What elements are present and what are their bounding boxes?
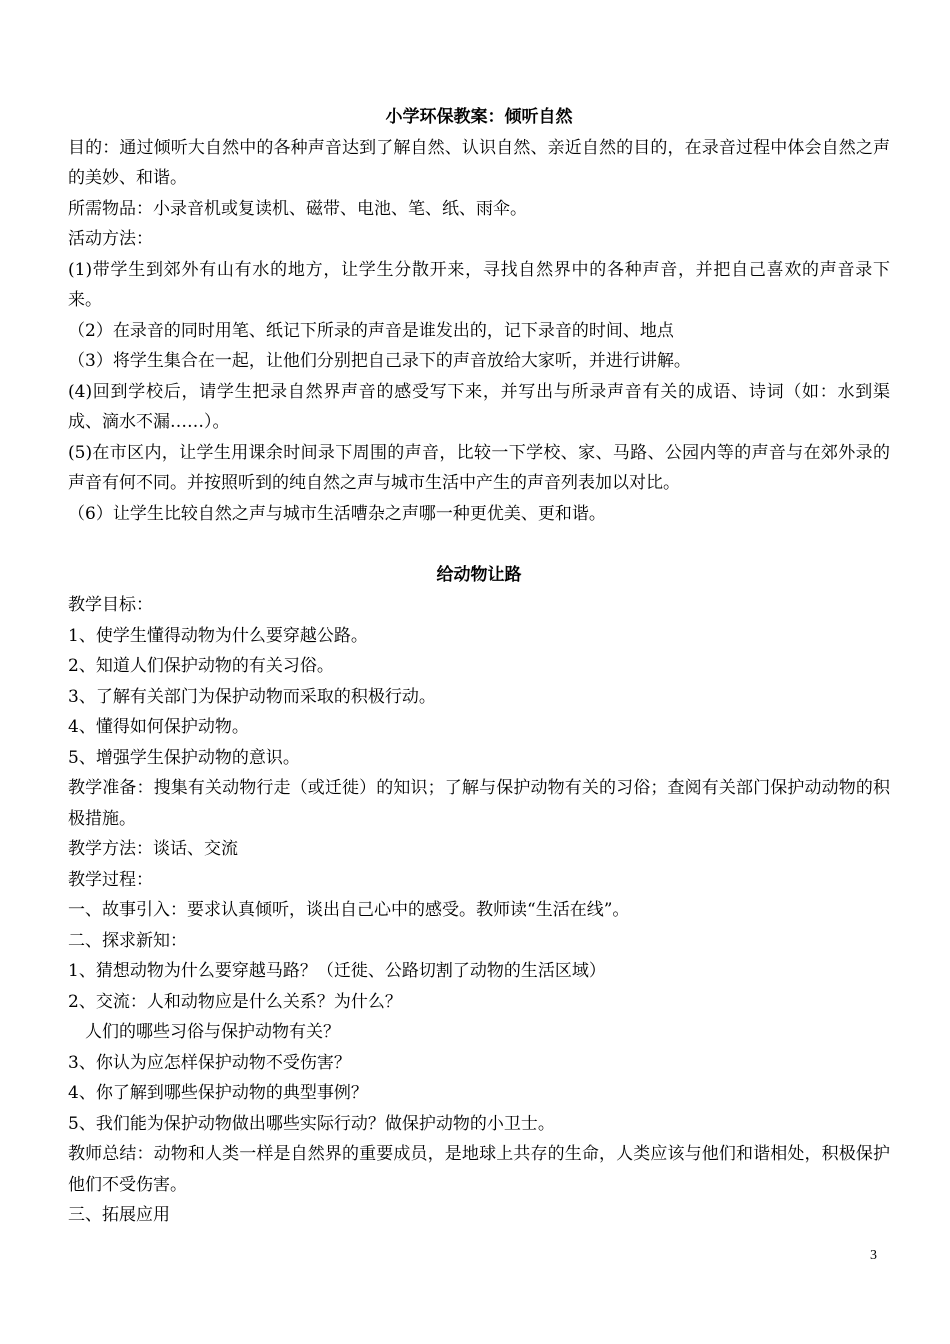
paragraph: 3、你认为应怎样保护动物不受伤害？ <box>68 1052 351 1073</box>
paragraph: （6）让学生比较自然之声与城市生活嘈杂之声哪一种更优美、更和谐。 <box>68 503 606 524</box>
paragraph: 所需物品：小录音机或复读机、磁带、电池、笔、纸、雨伞。 <box>68 198 527 219</box>
paragraph: 2、知道人们保护动物的有关习俗。 <box>68 656 334 676</box>
paragraph: 1、使学生懂得动物为什么要穿越公路。 <box>68 625 368 646</box>
paragraph: 4、你了解到哪些保护动物的典型事例？ <box>68 1083 368 1103</box>
paragraph: 教学准备：搜集有关动物行走（或迁徙）的知识；了解与保护动物有关的习俗；查阅有关部门保护动动物的积极措施。 <box>68 778 890 829</box>
paragraph: 5、增强学生保护动物的意识。 <box>68 747 300 768</box>
paragraph: （2）在录音的同时用笔、纸记下所录的声音是谁发出的，记下录音的时间、地点 <box>68 320 674 341</box>
paragraph: 4、懂得如何保护动物。 <box>68 717 249 737</box>
paragraph: 人们的哪些习俗与保护动物有关？ <box>85 1022 340 1042</box>
paragraph: 1、猜想动物为什么要穿越马路？（迁徙、公路切割了动物的生活区域） <box>68 961 606 981</box>
section-title: 给动物让路 <box>436 564 522 585</box>
paragraph: 一、故事引入：要求认真倾听，谈出自己心中的感受。教师读“生活在线”。 <box>68 900 630 920</box>
paragraph: 二、探求新知： <box>68 930 187 951</box>
section-spacer <box>68 529 890 560</box>
paragraph: 3、了解有关部门为保护动物而采取的积极行动。 <box>68 686 436 707</box>
paragraph: 5、我们能为保护动物做出哪些实际行动？做保护动物的小卫士。 <box>68 1113 555 1134</box>
paragraph: （3）将学生集合在一起，让他们分别把自己录下的声音放给大家听，并进行讲解。 <box>68 351 691 371</box>
paragraph: (1)带学生到郊外有山有水的地方，让学生分散开来，寻找自然界中的各种声音，并把自己喜欢的声音录下来。 <box>68 259 890 310</box>
paragraph: (5)在市区内，让学生用课余时间录下周围的声音，比较一下学校、家、马路、公园内等的声音与在郊外录的声音有何不同。并按照听到的纯自然之声与城市生活中产生的声音列表加以对比。 <box>68 442 890 493</box>
paragraph: 目的：通过倾听大自然中的各种声音达到了解自然、认识自然、亲近自然的目的，在录音过程中体会自然之声的美妙、和谐。 <box>68 137 890 188</box>
paragraph: 教学过程： <box>68 869 153 890</box>
paragraph: 2、交流：人和动物应是什么关系？为什么？ <box>68 991 402 1012</box>
paragraph: 教师总结：动物和人类一样是自然界的重要成员，是地球上共存的生命，人类应该与他们和谐相处，积极保护他们不受伤害。 <box>68 1144 890 1195</box>
page-number: 3 <box>870 1248 877 1263</box>
paragraph: (4)回到学校后，请学生把录自然界声音的感受写下来，并写出与所录声音有关的成语、诗词（如：水到渠成、滴水不漏……）。 <box>68 381 890 432</box>
paragraph: 教学方法：谈话、交流 <box>68 839 238 859</box>
paragraph: 教学目标： <box>68 595 153 615</box>
document-body <box>68 102 890 1231</box>
section-title: 小学环保教案：倾听自然 <box>385 107 573 127</box>
paragraph: 三、拓展应用 <box>68 1205 170 1225</box>
paragraph: 活动方法： <box>68 229 153 249</box>
